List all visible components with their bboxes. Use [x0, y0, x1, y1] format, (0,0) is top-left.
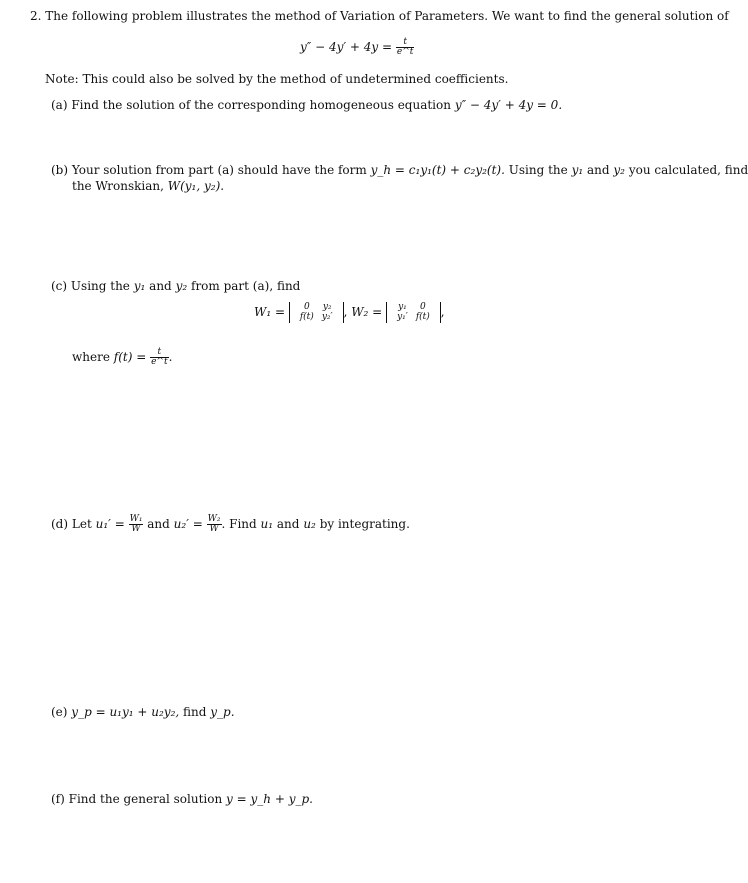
w2-cell: f(t): [415, 312, 430, 323]
part-c-text1: Using the: [70, 279, 130, 293]
w1-comma: ,: [343, 304, 352, 319]
part-c-where: [72, 348, 172, 367]
part-a: [51, 98, 562, 112]
part-b-text2: Using the: [508, 163, 568, 177]
w2-label: W₂ =: [351, 304, 383, 319]
part-c-and: and: [149, 279, 172, 293]
part-d-u1: u₁: [260, 517, 274, 531]
u2-fraction: [207, 515, 222, 534]
where-period: .: [168, 350, 173, 364]
wronskian-determinants: [254, 302, 445, 323]
part-a-label: (a): [51, 98, 68, 112]
part-c-label: (c): [51, 279, 68, 293]
part-d-u2: u₂: [303, 517, 316, 531]
part-d-text3: by integrating.: [319, 517, 410, 531]
part-b-y2: y₂: [613, 163, 625, 177]
w1-cell: f(t): [299, 312, 314, 323]
part-c-line1: [51, 279, 300, 293]
part-b-text3: you calculated, find: [628, 163, 748, 177]
w2-cell: y₁: [398, 302, 407, 312]
part-e-label: (e): [51, 705, 68, 719]
part-b-text1: Your solution from part (a) should have the form: [71, 163, 367, 177]
part-b-and: and: [587, 163, 610, 177]
part-b-line2: [72, 179, 224, 193]
main-equation-fraction: [396, 38, 414, 57]
w2-determinant: [386, 302, 441, 323]
u2-num: W₂: [207, 514, 221, 524]
w2-cell: y₁′: [397, 312, 408, 323]
main-frac-den: e^t: [396, 47, 414, 57]
w1-determinant: [289, 302, 344, 323]
part-e-math: y_p = u₁y₁ + u₂y₂,: [71, 705, 180, 719]
problem-intro-line: [30, 9, 729, 23]
note: Note: This could also be solved by the method of undetermined coefficients.: [45, 72, 509, 86]
where-text: where: [72, 350, 110, 364]
part-d-text2: . Find: [221, 517, 257, 531]
part-c-text2: from part (a), find: [191, 279, 301, 293]
part-e-text: find: [183, 705, 207, 719]
where-num: t: [157, 347, 162, 357]
where-fraction: [150, 348, 168, 367]
u2-den: W: [207, 524, 222, 534]
u1-fraction: [129, 515, 144, 534]
w1-label: W₁ =: [254, 304, 286, 319]
problem-number: 2.: [30, 9, 42, 23]
part-e: [51, 705, 235, 719]
part-b-line1: [51, 163, 748, 177]
u1-prime: u₁′ =: [95, 517, 125, 531]
part-f-label: (f): [51, 792, 65, 806]
w2-cell: 0: [419, 302, 426, 312]
part-b-form: y_h = c₁y₁(t) + c₂y₂(t).: [370, 163, 505, 177]
part-b-wronskian: W(y₁, y₂).: [167, 179, 225, 193]
part-c-y2: y₂: [175, 279, 188, 293]
part-a-equation: y″ − 4y′ + 4y = 0.: [454, 98, 563, 112]
w2-comma: ,: [440, 304, 445, 319]
u2-prime: u₂′ =: [173, 517, 203, 531]
part-f-math: y = y_h + y_p.: [226, 792, 313, 806]
part-b-y1: y₁: [571, 163, 584, 177]
part-f-text: Find the general solution: [68, 792, 223, 806]
where-f: f(t) =: [113, 350, 147, 364]
part-d-text1: Let: [71, 517, 92, 531]
where-den: e^t: [151, 357, 168, 367]
w1-cell: 0: [303, 302, 310, 312]
part-b-wronskian-text: the Wronskian,: [72, 179, 164, 193]
w1-cell: y₂′: [321, 312, 333, 323]
main-equation: [300, 38, 414, 57]
part-a-text: Find the solution of the corresponding homogeneous equation: [71, 98, 451, 112]
part-d: [51, 515, 410, 534]
part-d-label: (d): [51, 517, 69, 531]
u1-num: W₁: [129, 514, 143, 524]
part-b-label: (b): [51, 163, 69, 177]
problem-intro: The following problem illustrates the method of Variation of Parameters. We want to find the general solution of: [45, 9, 729, 23]
part-f: [51, 792, 313, 806]
part-d-and: and: [147, 517, 170, 531]
main-frac-num: t: [403, 37, 407, 47]
part-e-yp: y_p.: [210, 705, 235, 719]
w1-cell: y₂: [322, 302, 332, 312]
part-d-and2: and: [276, 517, 300, 531]
part-c-y1: y₁: [133, 279, 146, 293]
u1-den: W: [129, 524, 144, 534]
main-equation-lhs: y″ − 4y′ + 4y =: [300, 40, 393, 54]
